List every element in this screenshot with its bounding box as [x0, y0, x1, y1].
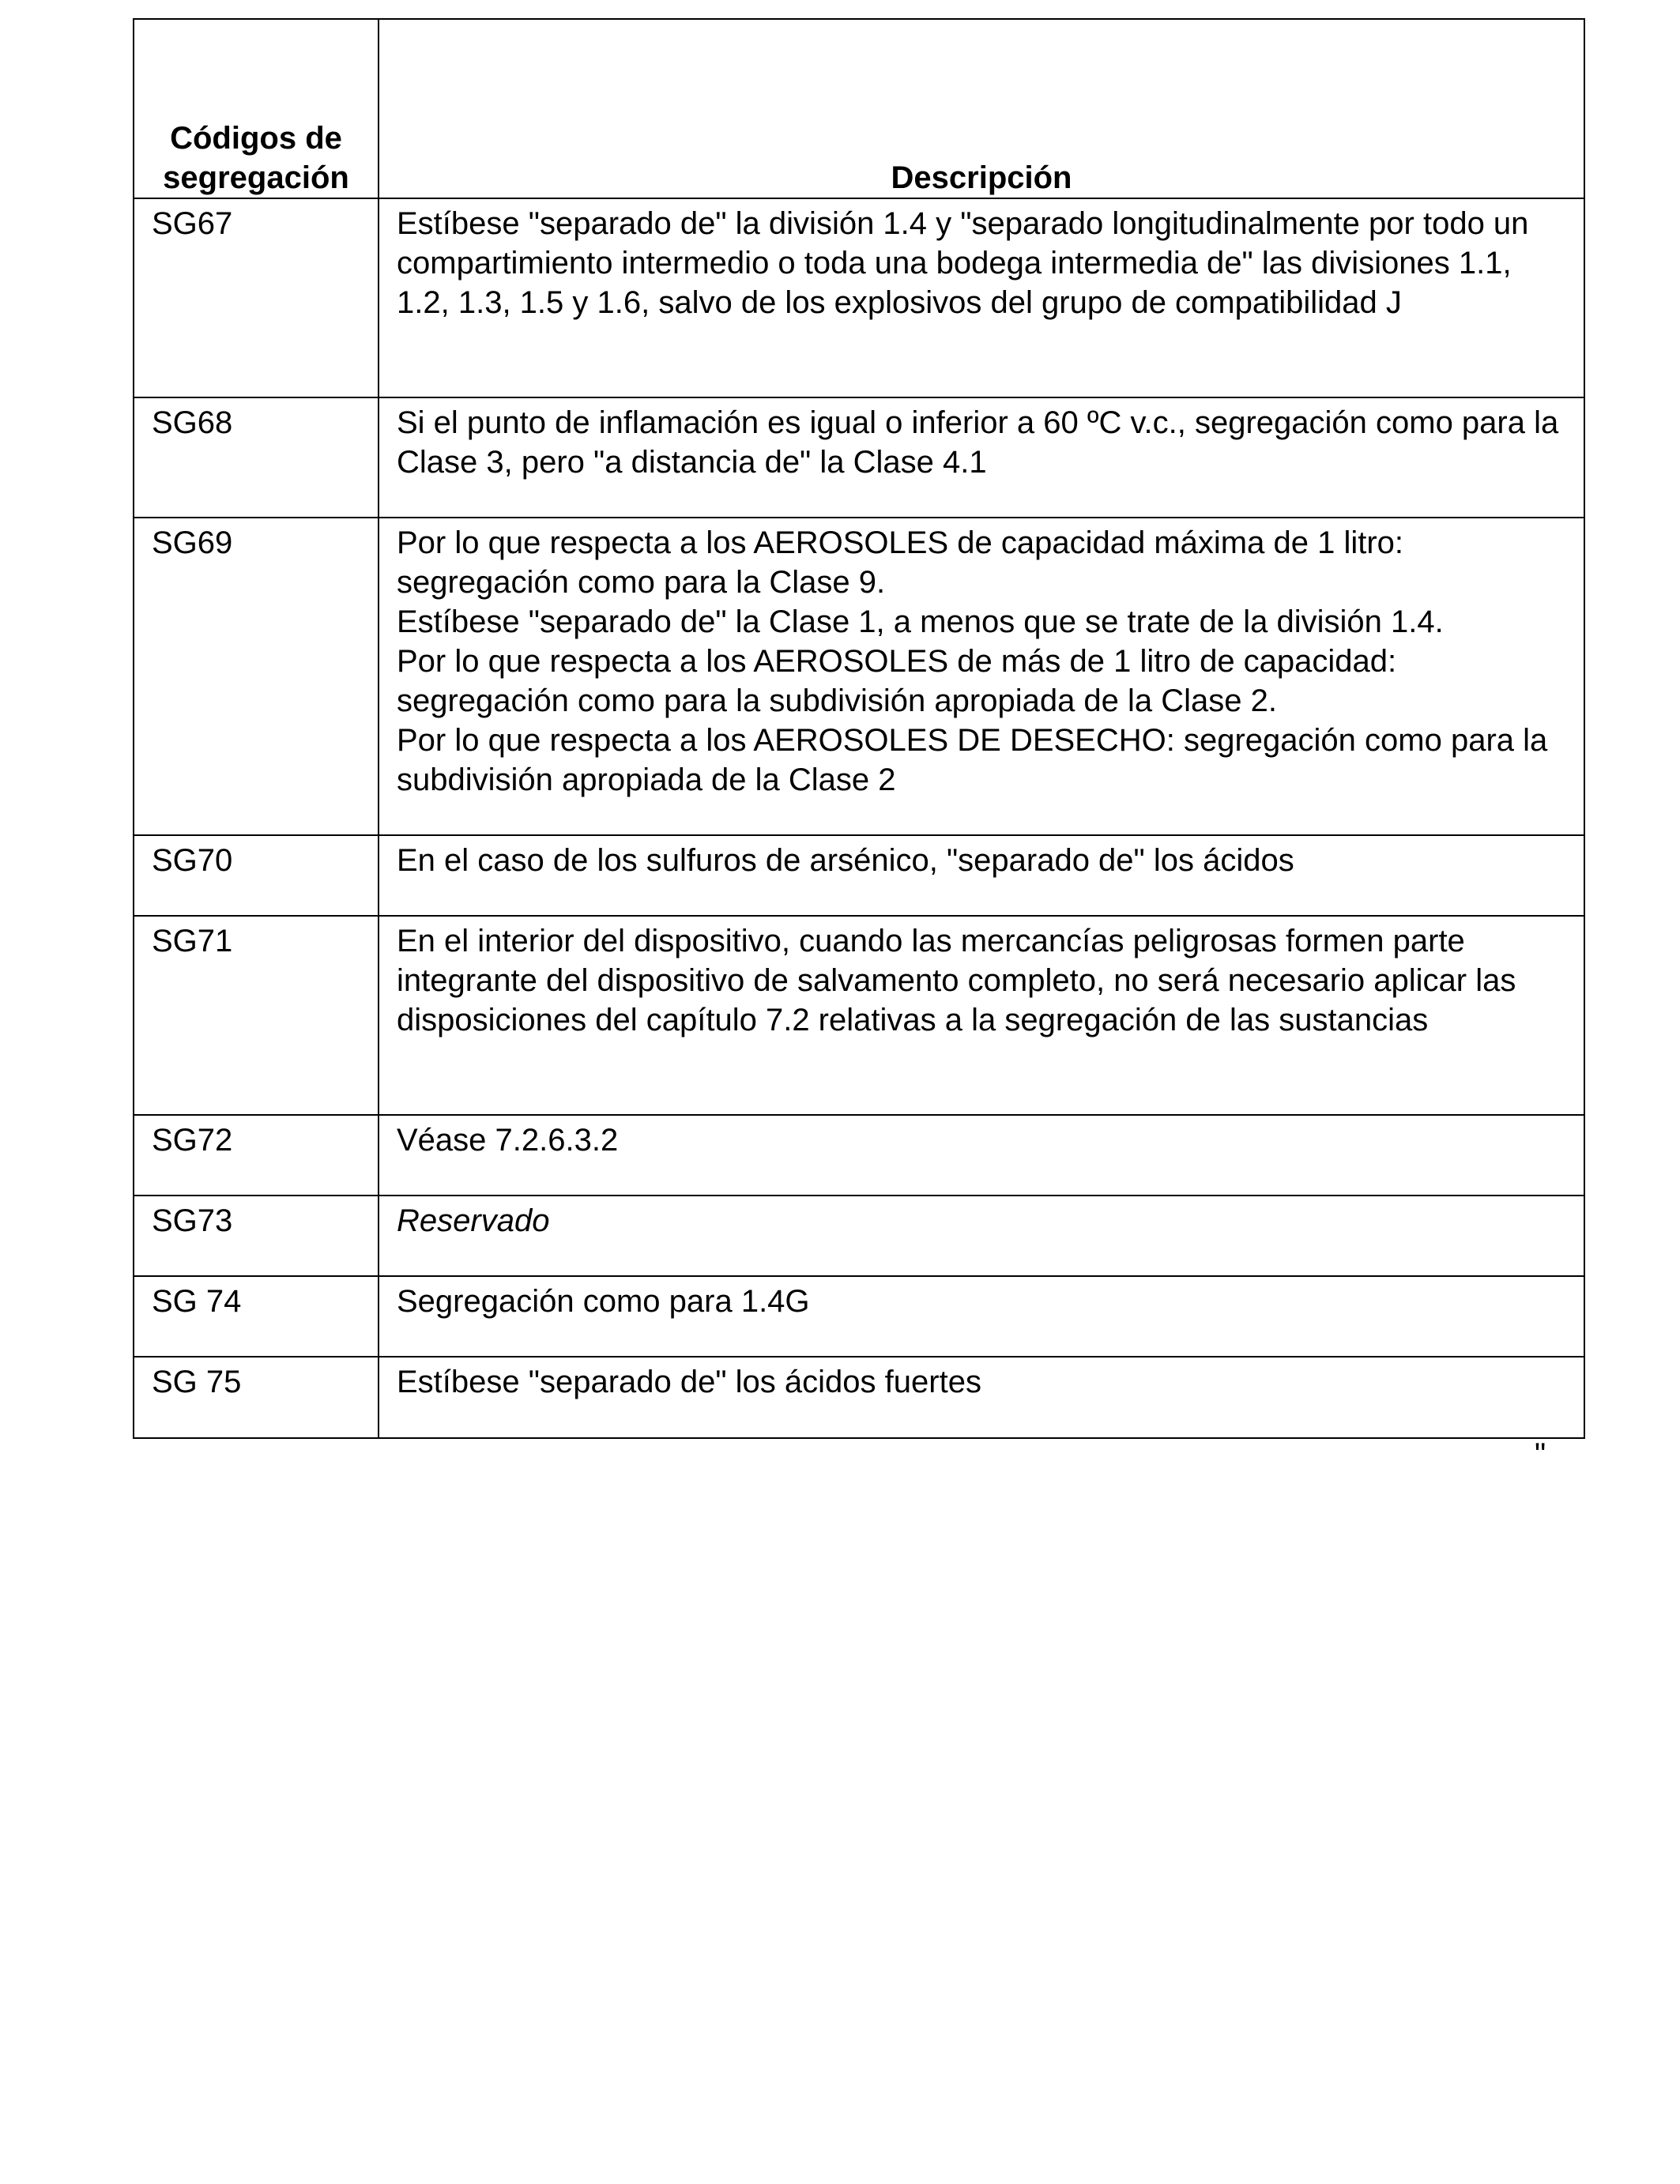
table-row — [134, 198, 1584, 397]
segregation-codes-table — [133, 18, 1585, 1439]
table-row — [134, 916, 1584, 1115]
table-row — [134, 1357, 1584, 1438]
header-codes: Códigos de segregación — [134, 19, 379, 198]
table-row — [134, 1196, 1584, 1276]
description-line: Si el punto de inflamación es igual o inferior a 60 ºC v.c., segregación como para la Clase 3, pero "a distancia de" la Clase 4.1 — [397, 405, 1559, 480]
description-line: Estíbese "separado de" la Clase 1, a menos que se trate de la división 1.4. — [397, 604, 1444, 639]
row-code: SG67 — [134, 198, 379, 397]
row-description — [379, 1196, 1584, 1276]
row-code: SG70 — [134, 835, 379, 916]
row-code: SG 74 — [134, 1276, 379, 1357]
row-description — [379, 1115, 1584, 1196]
description-line: Por lo que respecta a los AEROSOLES de capacidad máxima de 1 litro: segregación como para la Clase 9. — [397, 525, 1404, 600]
table-row — [134, 1115, 1584, 1196]
row-description — [379, 916, 1584, 1115]
table-header-row — [134, 19, 1584, 198]
row-description — [379, 198, 1584, 397]
row-description — [379, 1276, 1584, 1357]
description-line: En el interior del dispositivo, cuando las mercancías peligrosas formen parte integrante del dispositivo de salvamento completo, no será necesario aplicar las disposiciones del capítulo 7.2 relativas a la segregación de las sustancias — [397, 924, 1516, 1037]
description-line: Por lo que respecta a los AEROSOLES DE DESECHO: segregación como para la subdivisión apropiada de la Clase 2 — [397, 723, 1548, 797]
table-row — [134, 397, 1584, 518]
description-line: Segregación como para 1.4G — [397, 1284, 810, 1319]
table-row — [134, 518, 1584, 835]
row-code: SG71 — [134, 916, 379, 1115]
description-line: Reservado — [397, 1203, 550, 1238]
row-code: SG72 — [134, 1115, 379, 1196]
description-line: Estíbese "separado de" la división 1.4 y "separado longitudinalmente por todo un compartimiento intermedio o toda una bodega intermedia de" las divisiones 1.1, 1.2, 1.3, 1.5 y 1.6, salvo de los explosivos del grupo de compatibilidad J — [397, 206, 1529, 320]
header-description: Descripción — [379, 19, 1584, 198]
row-description — [379, 835, 1584, 916]
row-code: SG68 — [134, 397, 379, 518]
row-code: SG73 — [134, 1196, 379, 1276]
row-code: SG 75 — [134, 1357, 379, 1438]
row-code: SG69 — [134, 518, 379, 835]
description-line: En el caso de los sulfuros de arsénico, "separado de" los ácidos — [397, 843, 1294, 878]
closing-quote-mark: " — [1535, 1437, 1546, 1472]
description-line: Estíbese "separado de" los ácidos fuertes — [397, 1365, 981, 1399]
row-description — [379, 518, 1584, 835]
description-line: Por lo que respecta a los AEROSOLES de más de 1 litro de capacidad: segregación como para la subdivisión apropiada de la Clase 2. — [397, 644, 1397, 718]
row-description — [379, 397, 1584, 518]
table-row — [134, 1276, 1584, 1357]
row-description — [379, 1357, 1584, 1438]
table-row — [134, 835, 1584, 916]
description-line: Véase 7.2.6.3.2 — [397, 1123, 619, 1158]
